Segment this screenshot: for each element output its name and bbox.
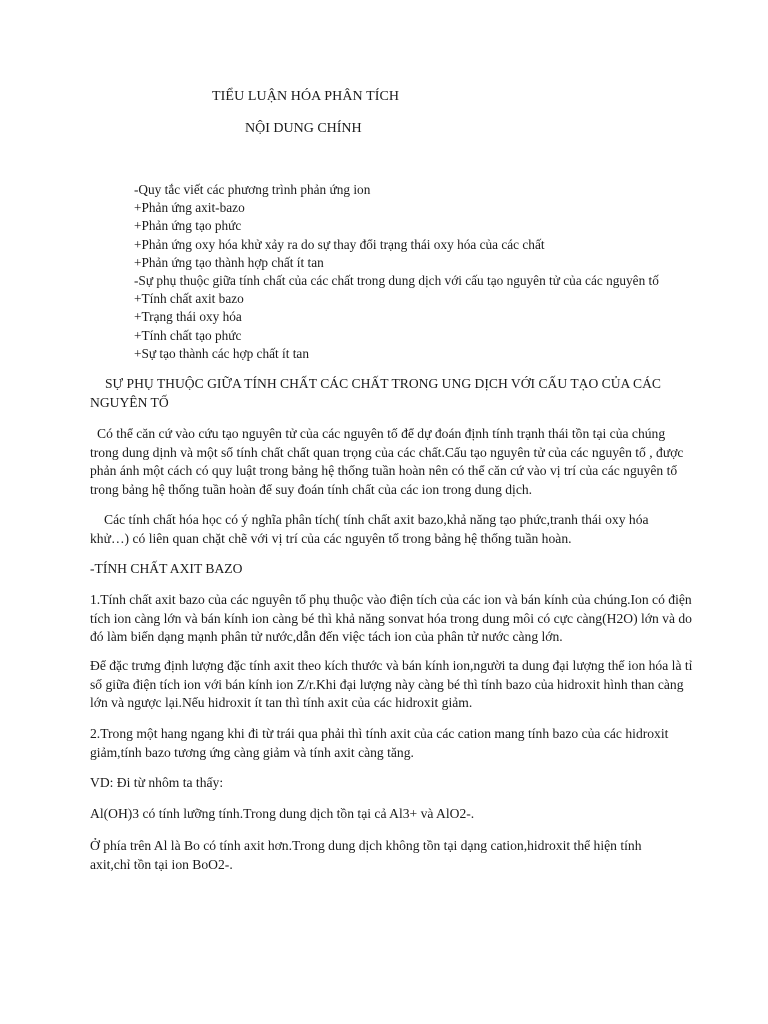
paragraph-boron: Ở phía trên Al là Bo có tính axit hơn.Trong dung dịch không tồn tại dạng cation,hidroxit thể hiện tính axit,chỉ tồn tại ion BoO2-. [90,838,642,872]
paragraph-properties: Các tính chất hóa học có ý nghĩa phân tích( tính chất axit bazo,khả năng tạo phức,tranh thái oxy hóa khử…) có liên quan chặt chẽ với vị trí của các nguyên tố trong bảng hệ thống tuần hoàn. [90,512,649,546]
document-subtitle: NỘI DUNG CHÍNH [245,121,362,136]
paragraph-acid-base-2: Để đặc trưng định lượng đặc tính axit theo kích thước và bán kính ion,người ta dung đại lượng thế ion hóa là tỉ số giữa điện tích ion với bán kính ion Z/r.Khi đại lượng này càng bé thì tính bazo của hidroxit hình than càng lớn và ngược lại.Nếu hidroxit ít tan thì tính axit của các hidroxit giảm. [90,658,693,710]
paragraph-periodic-trend: 2.Trong một hang ngang khi đi từ trái qua phải thì tính axit của các cation mang tính bazo của các hidroxit giảm,tính bazo tương ứng càng giảm và tính axit càng tăng. [90,726,669,760]
paragraph-example: VD: Đi từ nhôm ta thấy: [90,775,224,790]
outline-item: +Tính chất tạo phức [134,327,242,343]
outline-item: +Phản ứng oxy hóa khử xảy ra do sự thay đổi trạng thái oxy hóa của các chất [134,236,545,252]
outline-item: +Trạng thái oxy hóa [134,309,242,325]
paragraph-intro: Có thể căn cứ vào cứu tạo nguyên tử của các nguyên tố để dự đoán định tính trạnh thái tồn tại của chúng trong dung dịnh và một số tính chất chất quan trọng của các chất.Cấu tạo nguyên tử của các nguyên tố , được phản ánh một cách có quy luật trong bảng hệ thống tuần hoàn nên có thể căn cứ vào vị trí của các nguyên tố trong bảng hệ thống tuần hoàn để suy đoán tính chất của các ion trong dung dịch. [90,426,684,497]
outline-item: +Sự tạo thành các hợp chất ít tan [134,345,309,361]
subheading-acid-base: -TÍNH CHẤT AXIT BAZO [90,561,243,576]
paragraph-aluminum: Al(OH)3 có tính lưỡng tính.Trong dung dịch tồn tại cả Al3+ và AlO2-. [90,806,475,821]
section-heading: SỰ PHỤ THUỘC GIỮA TÍNH CHẤT CÁC CHẤT TRONG UNG DỊCH VỚI CẤU TẠO CỦA CÁC NGUYÊN TỐ [90,376,661,410]
paragraph-acid-base-1: 1.Tính chất axit bazo của các nguyên tố phụ thuộc vào điện tích của các ion và bán kính của chúng.Ion có điện tích ion càng lớn và bán kính ion càng bé thì khả năng sonvat hóa trong dung môi có cực càng(H2O) lớn và do đó làm biến dạng mạnh phân tử nước,dẫn đến việc tách ion của phân tử nước càng lớn. [90,592,692,644]
outline-item: +Tính chất axit bazo [134,291,244,307]
outline-item: +Phản ứng axit-bazo [134,200,245,216]
document-title: TIỂU LUẬN HÓA PHÂN TÍCH [212,89,400,104]
outline-item: +Phản ứng tạo thành hợp chất ít tan [134,254,324,270]
outline-item: -Sự phụ thuộc giữa tính chất của các chất trong dung dịch với cấu tạo nguyên tử của các nguyên tố [134,273,659,289]
outline-item: -Quy tắc viết các phương trình phản ứng ion [134,182,371,197]
outline-item: +Phản ứng tạo phức [134,218,242,234]
content-outline [134,181,659,363]
